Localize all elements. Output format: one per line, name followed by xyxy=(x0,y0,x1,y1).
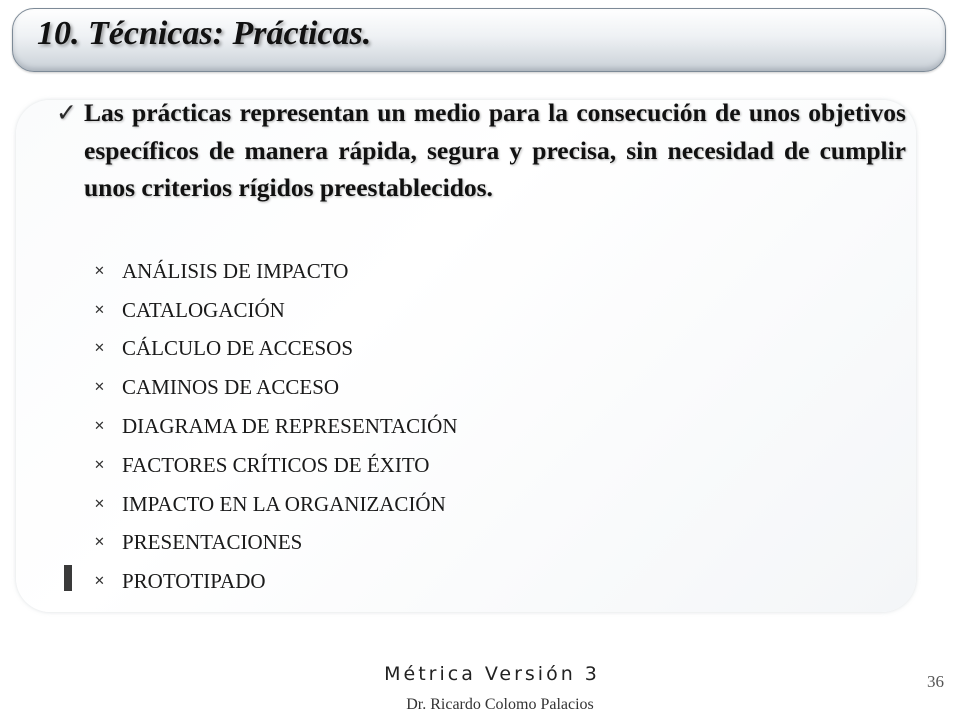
title-bar xyxy=(12,8,946,72)
list-item xyxy=(94,330,458,369)
list-item xyxy=(94,368,458,407)
list-item xyxy=(94,291,458,330)
footer-author: Dr. Ricardo Colomo Palacios xyxy=(406,696,594,713)
x-mark-icon: ✕ xyxy=(94,380,105,396)
list-item xyxy=(94,407,458,446)
check-icon: ✓ xyxy=(56,98,77,127)
decorative-bar xyxy=(64,565,72,591)
list-item xyxy=(94,252,458,291)
list-item-label: PROTOTIPADO xyxy=(122,569,266,594)
sub-bullet-list xyxy=(94,252,458,601)
list-item-label: CAMINOS DE ACCESO xyxy=(122,375,340,400)
main-bullet xyxy=(56,94,906,207)
x-mark-icon: ✕ xyxy=(94,263,105,279)
x-mark-icon: ✕ xyxy=(94,535,105,551)
list-item xyxy=(94,446,458,485)
x-mark-icon: ✕ xyxy=(94,457,105,473)
list-item-label: ANÁLISIS DE IMPACTO xyxy=(122,258,349,283)
page-number: 36 xyxy=(927,672,944,691)
list-item-label: CÁLCULO DE ACCESOS xyxy=(122,336,354,361)
list-item-label: IMPACTO EN LA ORGANIZACIÓN xyxy=(122,491,446,516)
list-item xyxy=(94,562,458,601)
list-item-label: PRESENTACIONES xyxy=(122,530,303,555)
list-item-label: CATALOGACIÓN xyxy=(122,297,285,322)
main-bullet-text: Las prácticas representan un medio para la consecución de unos objetivos específicos de manera rápida, segura y precisa, sin necesidad de cumplir unos criterios rígidos preestablecidos. xyxy=(84,98,906,202)
x-mark-icon: ✕ xyxy=(94,496,105,512)
footer-title: Métrica Versión 3 xyxy=(384,663,600,685)
x-mark-icon: ✕ xyxy=(94,302,105,318)
x-mark-icon: ✕ xyxy=(94,419,105,435)
list-item-label: DIAGRAMA DE REPRESENTACIÓN xyxy=(122,414,458,439)
x-mark-icon: ✕ xyxy=(94,574,105,590)
list-item-label: FACTORES CRÍTICOS DE ÉXITO xyxy=(122,452,430,477)
x-mark-icon: ✕ xyxy=(94,341,105,357)
slide-title: 10. Técnicas: Prácticas. xyxy=(37,15,372,52)
list-item xyxy=(94,524,458,563)
list-item xyxy=(94,485,458,524)
